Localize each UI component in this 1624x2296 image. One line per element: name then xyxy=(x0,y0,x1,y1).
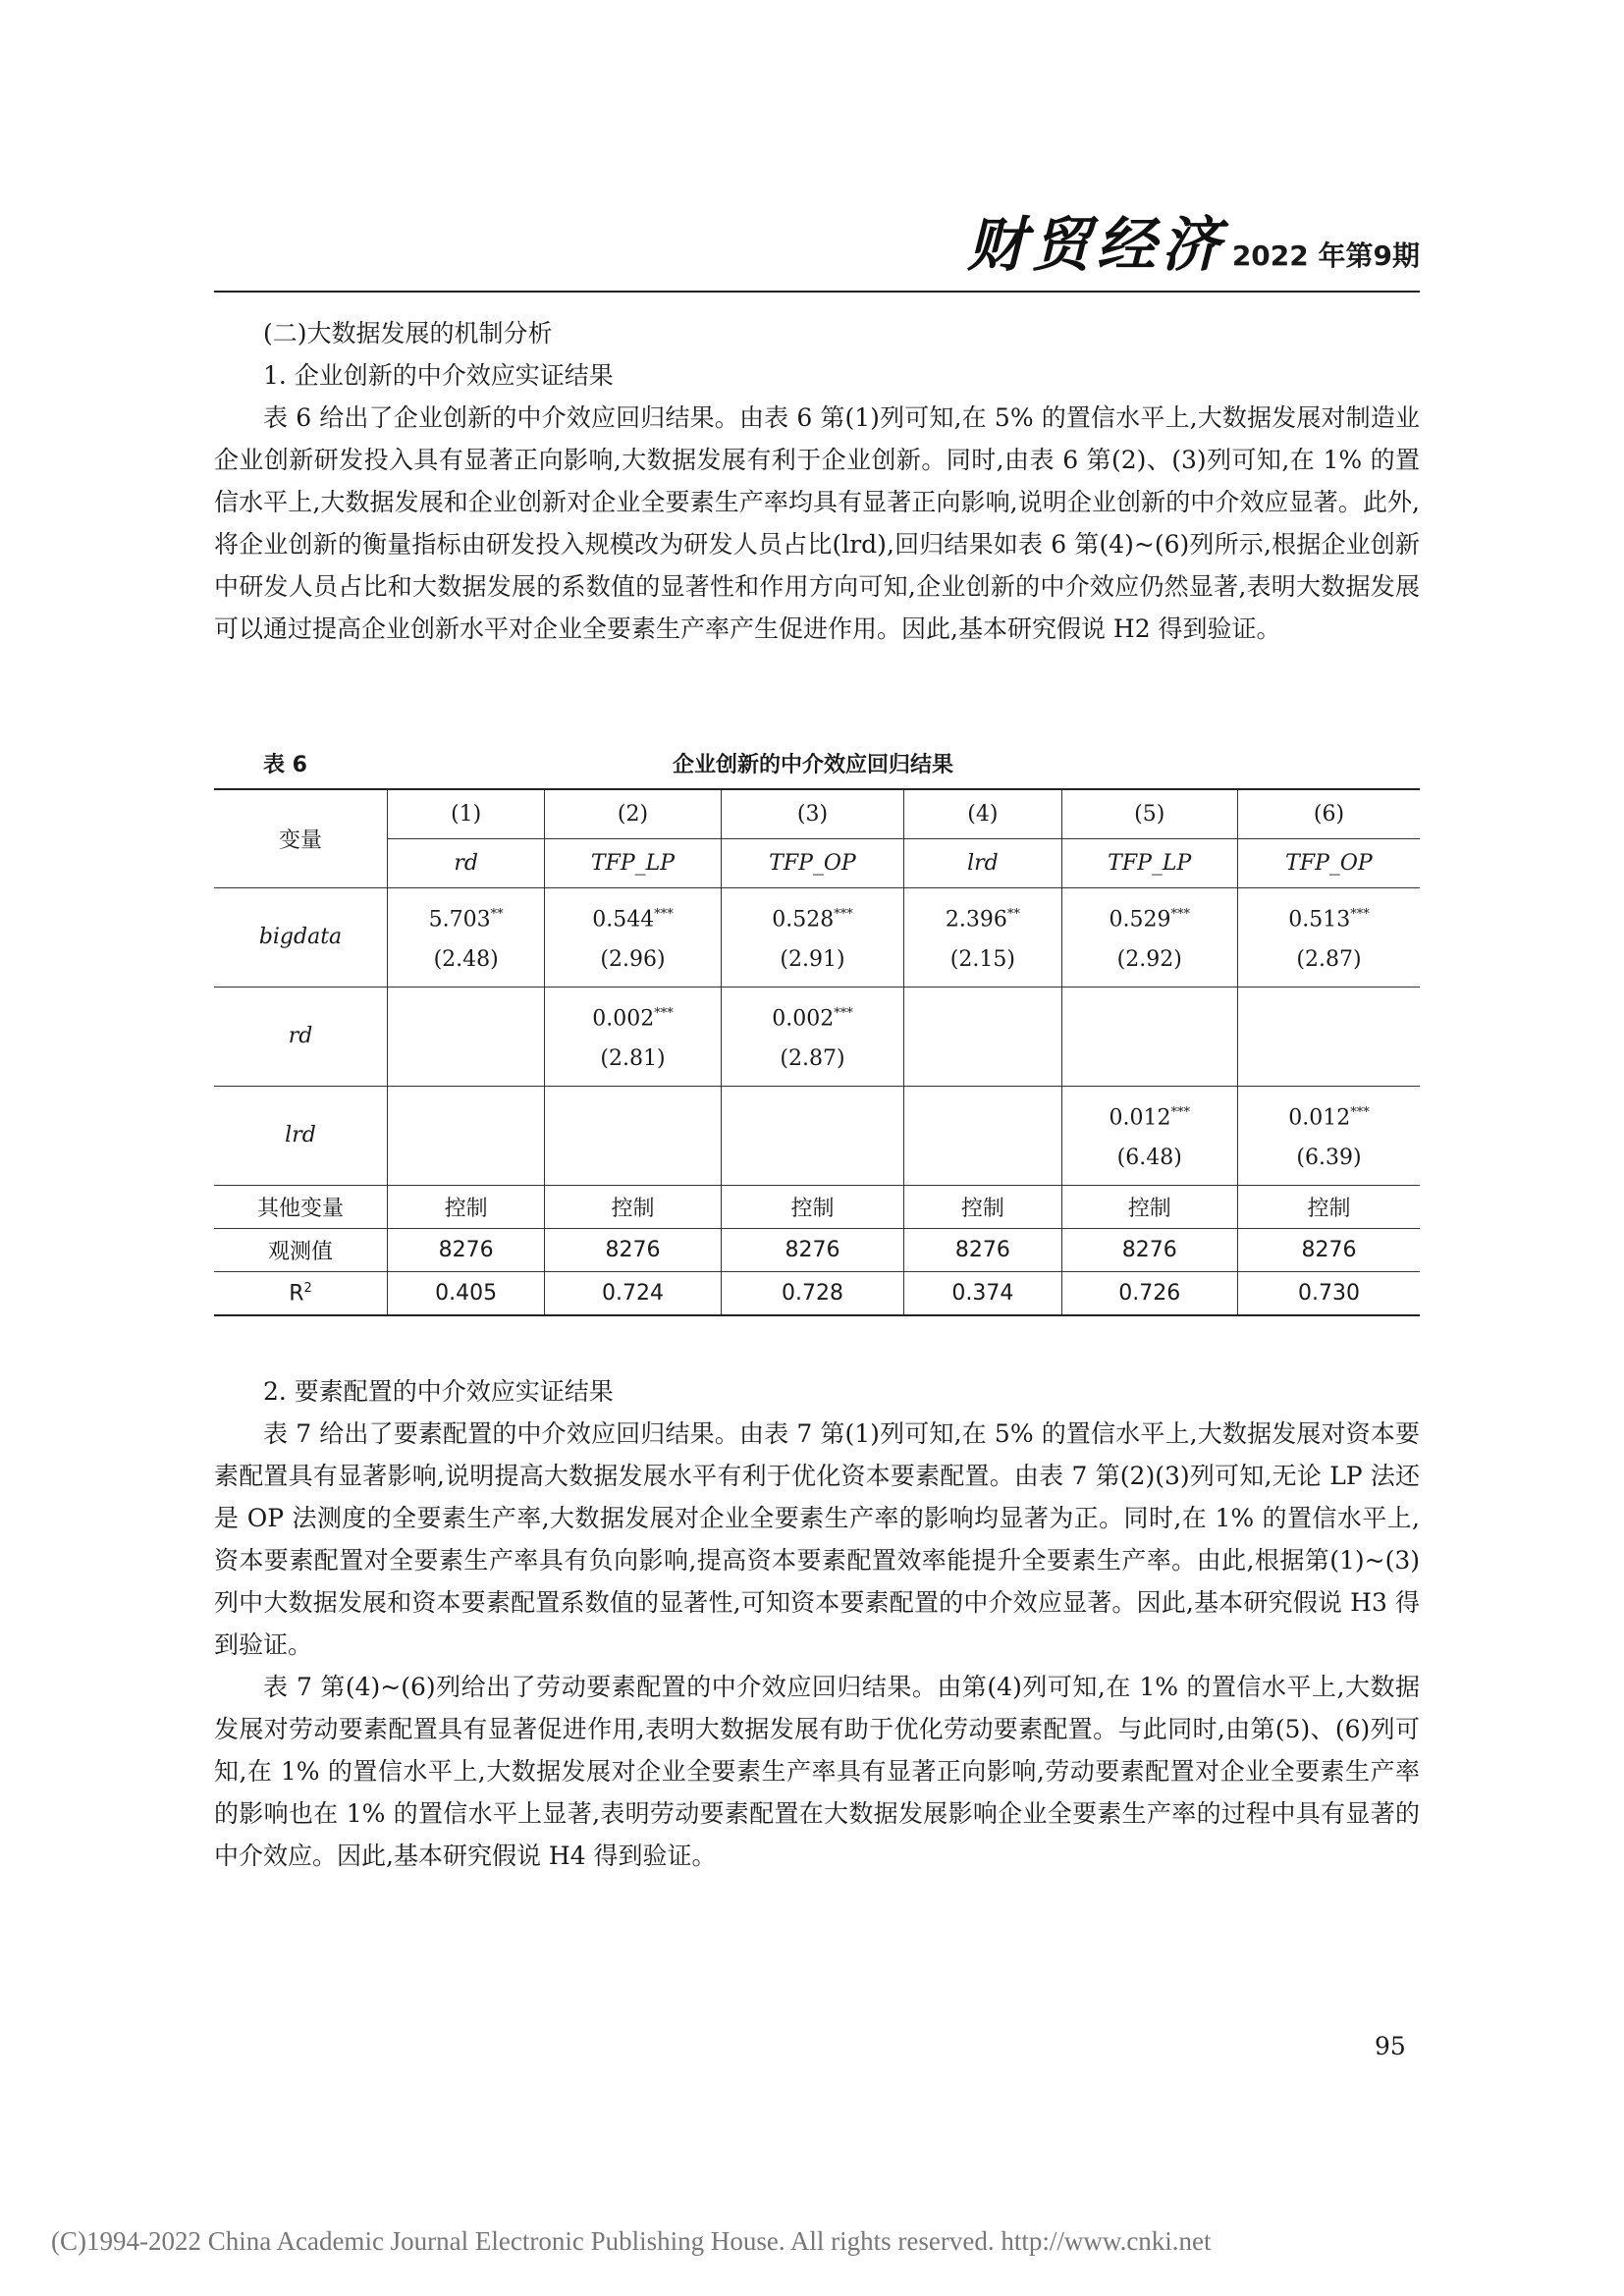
t-statistic: (6.39) xyxy=(1296,1145,1362,1170)
table-cell xyxy=(1237,888,1420,988)
other-vars-row xyxy=(214,1186,1420,1229)
col-variable: TFP_LP xyxy=(545,839,721,888)
table-cell: 8276 xyxy=(545,1229,721,1272)
coefficient: 0.002 xyxy=(592,1006,655,1032)
t-statistic: (2.87) xyxy=(780,1045,845,1071)
table-cell: 控制 xyxy=(1061,1186,1237,1229)
table-cell xyxy=(1237,988,1420,1087)
table-number: 表 6 xyxy=(263,753,307,777)
significance-stars: *** xyxy=(834,1006,853,1022)
row-label: 其他变量 xyxy=(214,1186,388,1229)
significance-stars: ** xyxy=(1006,907,1020,923)
table-header-row xyxy=(214,789,1420,839)
table-cell xyxy=(545,1087,721,1186)
table-cell xyxy=(545,888,721,988)
coefficient: 0.528 xyxy=(772,907,835,933)
table-cell xyxy=(721,888,904,988)
coefficient: 5.703 xyxy=(428,907,491,933)
coefficient: 0.513 xyxy=(1288,907,1351,933)
table-title: 企业创新的中介效应回归结果 xyxy=(672,753,953,777)
r-squared-row xyxy=(214,1272,1420,1316)
table-cell: 0.730 xyxy=(1237,1272,1420,1316)
table-cell: 控制 xyxy=(904,1186,1061,1229)
col-number: (6) xyxy=(1237,789,1420,839)
paragraph-3: 表 7 第(4)~(6)列给出了劳动要素配置的中介效应回归结果。由第(4)列可知,在 1% 的置信水平上,大数据发展对劳动要素配置具有显著促进作用,表明大数据发展有助于优化劳动要素配置。与此同时,由第(5)、(6)列可知,在 1% 的置信水平上,大数据发展对企业全要素生产率具有显著正向影响,劳动要素配置对企业全要素生产率的影响也在 1% 的置信水平上显著,表明劳动要素配置在大数据发展影响企业全要素生产率的过程中具有显著的中介效应。因此,基本研究假说 H4 得到验证。 xyxy=(214,1673,1420,1870)
coefficient: 0.529 xyxy=(1109,907,1171,933)
journal-logo: 财贸经济 xyxy=(966,211,1226,280)
significance-stars: *** xyxy=(1170,1105,1190,1121)
table-caption xyxy=(263,748,1363,783)
col-number: (3) xyxy=(721,789,904,839)
table-cell xyxy=(388,888,545,988)
var-header: 变量 xyxy=(214,789,388,888)
table-cell: 0.374 xyxy=(904,1272,1061,1316)
journal-title xyxy=(967,198,1420,283)
table-cell: 控制 xyxy=(1237,1186,1420,1229)
table-cell xyxy=(904,1087,1061,1186)
t-statistic: (2.92) xyxy=(1116,946,1182,972)
coefficient: 0.544 xyxy=(592,907,655,933)
regression-table xyxy=(214,788,1420,1316)
coefficient: 0.002 xyxy=(772,1006,835,1032)
significance-stars: *** xyxy=(834,907,853,923)
issue-label: 2022 年第9期 xyxy=(1231,240,1420,272)
significance-stars: *** xyxy=(1350,1105,1370,1121)
table-cell: 控制 xyxy=(388,1186,545,1229)
significance-stars: *** xyxy=(1350,907,1370,923)
table-cell xyxy=(904,888,1061,988)
table-cell: 0.724 xyxy=(545,1272,721,1316)
page-number: 95 xyxy=(1375,2032,1406,2060)
subsection-1-heading: 1. 企业创新的中介效应实证结果 xyxy=(263,361,614,390)
page-header xyxy=(214,211,1420,293)
table-cell xyxy=(721,988,904,1087)
table-cell xyxy=(1061,888,1237,988)
table-cell: 控制 xyxy=(545,1186,721,1229)
paragraph-1: 表 6 给出了企业创新的中介效应回归结果。由表 6 第(1)列可知,在 5% 的置信水平上,大数据发展对制造业企业创新研发投入具有显著正向影响,大数据发展有利于企业创新。同时,由表 6 第(2)、(3)列可知,在 1% 的置信水平上,大数据发展和企业创新对企业全要素生产率均具有显著正向影响,说明企业创新的中介效应显著。此外,将企业创新的衡量指标由研发投入规模改为研发人员占比(lrd),回归结果如表 6 第(4)~(6)列所示,根据企业创新中研发人员占比和大数据发展的系数值的显著性和作用方向可知,企业创新的中介效应仍然显著,表明大数据发展可以通过提高企业创新水平对企业全要素生产率产生促进作用。因此,基本研究假说 H2 得到验证。 xyxy=(214,403,1420,643)
table-cell: 控制 xyxy=(721,1186,904,1229)
r2-superscript: 2 xyxy=(303,1280,312,1296)
significance-stars: *** xyxy=(654,907,674,923)
t-statistic: (2.87) xyxy=(1296,946,1362,972)
r2-label: R xyxy=(289,1281,304,1307)
row-variable: rd xyxy=(214,988,388,1087)
table-cell: 8276 xyxy=(1061,1229,1237,1272)
coefficient: 2.396 xyxy=(945,907,1007,933)
table-cell xyxy=(1061,1087,1237,1186)
table-cell: 8276 xyxy=(1237,1229,1420,1272)
col-variable: lrd xyxy=(904,839,1061,888)
significance-stars: *** xyxy=(654,1006,674,1022)
section-heading: (二)大数据发展的机制分析 xyxy=(263,319,553,347)
table-row xyxy=(214,1087,1420,1186)
table-header-row xyxy=(214,839,1420,888)
table-cell: 0.405 xyxy=(388,1272,545,1316)
subsection-2-heading: 2. 要素配置的中介效应实证结果 xyxy=(263,1377,614,1406)
table-cell xyxy=(388,988,545,1087)
table-cell xyxy=(1237,1087,1420,1186)
significance-stars: *** xyxy=(1170,907,1190,923)
t-statistic: (6.48) xyxy=(1116,1145,1182,1170)
coefficient: 0.012 xyxy=(1288,1105,1351,1131)
row-label: 观测值 xyxy=(214,1229,388,1272)
t-statistic: (2.48) xyxy=(433,946,499,972)
table-cell xyxy=(1061,988,1237,1087)
significance-stars: ** xyxy=(490,907,504,923)
row-variable: bigdata xyxy=(214,888,388,988)
row-label xyxy=(214,1272,388,1316)
col-variable: TFP_OP xyxy=(721,839,904,888)
coefficient: 0.012 xyxy=(1109,1105,1171,1131)
col-number: (4) xyxy=(904,789,1061,839)
table-cell: 0.728 xyxy=(721,1272,904,1316)
section-bottom xyxy=(214,1370,1420,1877)
table-cell: 8276 xyxy=(388,1229,545,1272)
col-number: (2) xyxy=(545,789,721,839)
t-statistic: (2.81) xyxy=(600,1045,666,1071)
col-number: (5) xyxy=(1061,789,1237,839)
t-statistic: (2.91) xyxy=(780,946,845,972)
table-cell: 8276 xyxy=(721,1229,904,1272)
copyright-footer: (C)1994-2022 China Academic Journal Electronic Publishing House. All rights reserved. http://www.cnki.net xyxy=(51,2226,1212,2256)
col-variable: TFP_OP xyxy=(1237,839,1420,888)
table-row xyxy=(214,988,1420,1087)
col-variable: rd xyxy=(388,839,545,888)
observations-row xyxy=(214,1229,1420,1272)
row-variable: lrd xyxy=(214,1087,388,1186)
table-cell: 0.726 xyxy=(1061,1272,1237,1316)
table-row xyxy=(214,888,1420,988)
table-cell xyxy=(545,988,721,1087)
t-statistic: (2.15) xyxy=(949,946,1015,972)
t-statistic: (2.96) xyxy=(600,946,666,972)
table-cell: 8276 xyxy=(904,1229,1061,1272)
col-number: (1) xyxy=(388,789,545,839)
paragraph-2: 表 7 给出了要素配置的中介效应回归结果。由表 7 第(1)列可知,在 5% 的置信水平上,大数据发展对资本要素配置具有显著影响,说明提高大数据发展水平有利于优化资本要素配置。由表 7 第(2)(3)列可知,无论 LP 法还是 OP 法测度的全要素生产率,大数据发展对企业全要素生产率的影响均显著为正。同时,在 1% 的置信水平上,资本要素配置对全要素生产率具有负向影响,提高资本要素配置效率能提升全要素生产率。由此,根据第(1)~(3)列中大数据发展和资本要素配置系数值的显著性,可知资本要素配置的中介效应显著。因此,基本研究假说 H3 得到验证。 xyxy=(214,1419,1420,1659)
section-top xyxy=(214,312,1420,650)
col-variable: TFP_LP xyxy=(1061,839,1237,888)
table-cell xyxy=(388,1087,545,1186)
table-cell xyxy=(721,1087,904,1186)
table-cell xyxy=(904,988,1061,1087)
